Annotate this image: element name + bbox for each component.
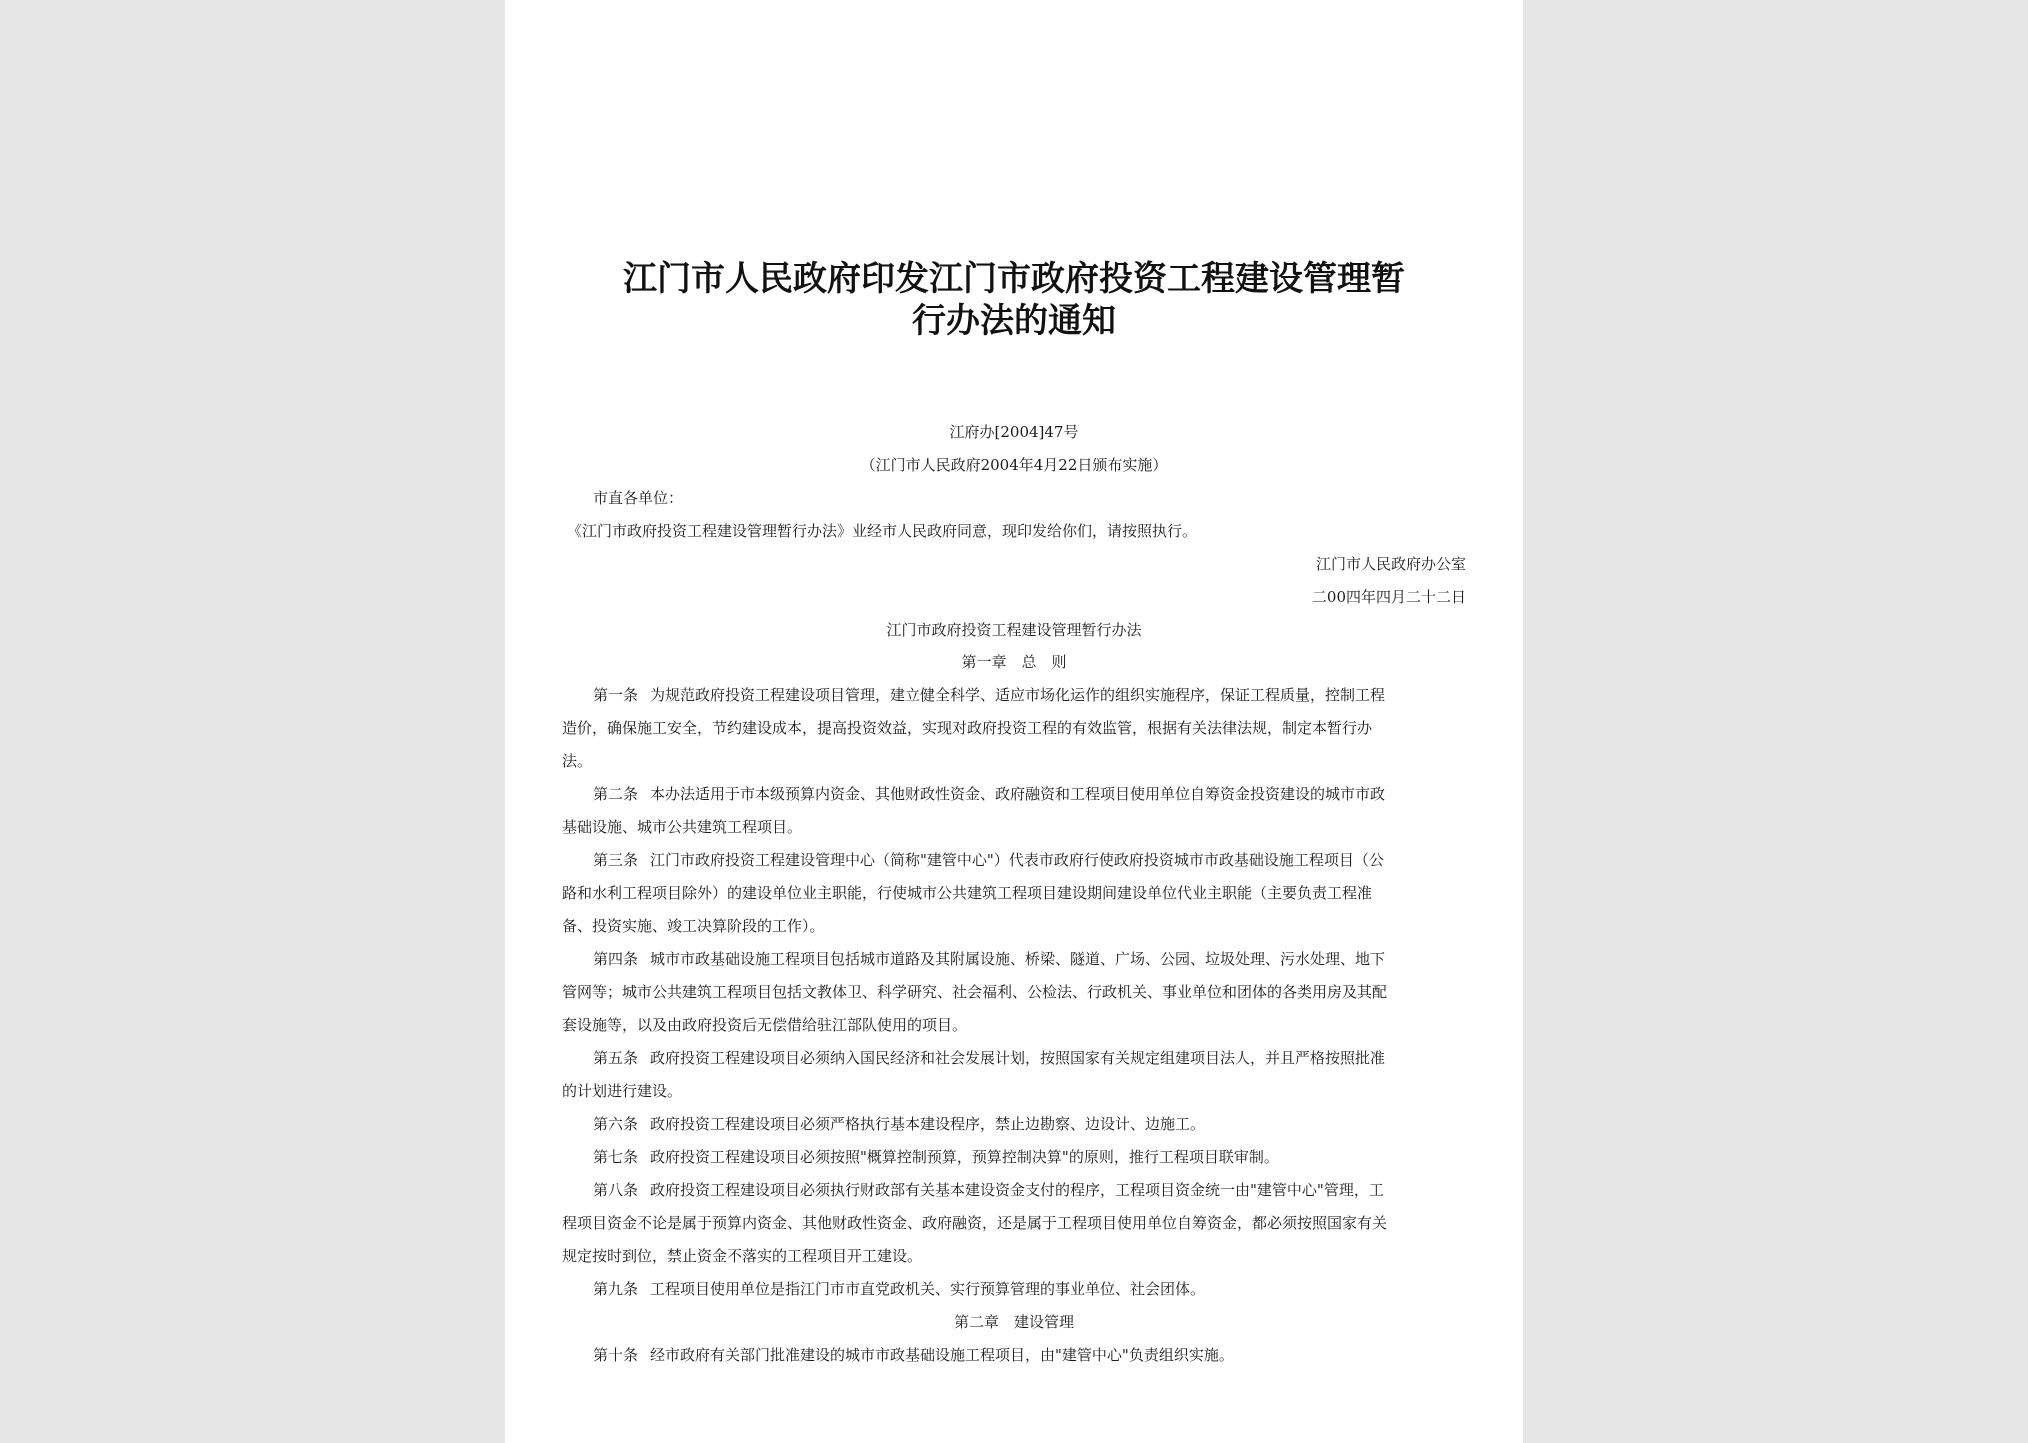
article-6-line-1 xyxy=(593,1114,1466,1134)
article-2-line-2: 基础设施、城市公共建筑工程项目。 xyxy=(562,818,803,836)
article-text: 工程项目使用单位是指江门市市直党政机关、实行预算管理的事业单位、社会团体。 xyxy=(650,1280,1206,1298)
article-9-line-1 xyxy=(593,1279,1466,1299)
article-4-line-1 xyxy=(593,949,1466,969)
chapter-heading-1: 第一章 总 则 xyxy=(961,653,1067,671)
article-3-line-2: 路和水利工程项目除外）的建设单位业主职能，行使城市公共建筑工程项目建设期间建设单位代业主职能（主要负责工程准 xyxy=(562,884,1373,902)
document-page xyxy=(505,0,1523,1443)
article-text: 城市市政基础设施工程项目包括城市道路及其附属设施、桥梁、隧道、广场、公园、垃圾处理、污水处理、地下 xyxy=(650,950,1386,968)
article-number: 第三条 xyxy=(593,851,639,869)
article-3-line-3: 备、投资实施、竣工决算阶段的工作）。 xyxy=(562,917,825,935)
article-text: 江门市政府投资工程建设管理中心（简称"建管中心"）代表市政府行使政府投资城市市政基础设施工程项目（公 xyxy=(650,851,1384,869)
article-5-line-2: 的计划进行建设。 xyxy=(562,1082,683,1100)
article-text: 政府投资工程建设项目必须纳入国民经济和社会发展计划，按照国家有关规定组建项目法人，并且严格按照批准 xyxy=(650,1049,1386,1067)
article-number: 第四条 xyxy=(593,950,639,968)
article-text: 为规范政府投资工程建设项目管理，建立健全科学、适应市场化运作的组织实施程序，保证工程质量，控制工程 xyxy=(650,686,1386,704)
article-2-line-1 xyxy=(593,784,1466,804)
article-8-line-3: 规定按时到位，禁止资金不落实的工程项目开工建设。 xyxy=(562,1247,923,1265)
signature-org: 江门市人民政府办公室 xyxy=(1315,555,1466,573)
article-8-line-2: 程项目资金不论是属于预算内资金、其他财政性资金、政府融资，还是属于工程项目使用单位自筹资金，都必须按照国家有关 xyxy=(562,1214,1388,1232)
measures-title: 江门市政府投资工程建设管理暂行办法 xyxy=(886,621,1142,639)
article-text: 本办法适用于市本级预算内资金、其他财政性资金、政府融资和工程项目使用单位自筹资金投资建设的城市市政 xyxy=(650,785,1386,803)
article-number: 第六条 xyxy=(593,1115,639,1133)
article-1-line-2: 造价，确保施工安全，节约建设成本，提高投资效益，实现对政府投资工程的有效监管，根据有关法律法规，制定本暂行办 xyxy=(562,719,1373,737)
article-number: 第八条 xyxy=(593,1181,639,1199)
article-text: 政府投资工程建设项目必须执行财政部有关基本建设资金支付的程序，工程项目资金统一由"建管中心"管理，工 xyxy=(650,1181,1384,1199)
article-1-line-3: 法。 xyxy=(562,752,593,770)
chapter-heading-2: 第二章 建设管理 xyxy=(953,1313,1074,1331)
article-number: 第五条 xyxy=(593,1049,639,1067)
article-10-line-1 xyxy=(593,1345,1466,1365)
article-4-line-3: 套设施等，以及由政府投资后无偿借给驻江部队使用的项目。 xyxy=(562,1016,968,1034)
article-4-line-2: 管网等；城市公共建筑工程项目包括文教体卫、科学研究、社会福利、公检法、行政机关、事业单位和团体的各类用房及其配 xyxy=(562,983,1388,1001)
title-line-1: 江门市人民政府印发江门市政府投资工程建设管理暂 xyxy=(623,259,1405,299)
article-number: 第二条 xyxy=(593,785,639,803)
article-3-line-1 xyxy=(593,850,1466,870)
article-number: 第十条 xyxy=(593,1346,639,1364)
addressee: 市直各单位： xyxy=(593,489,684,507)
article-number: 第七条 xyxy=(593,1148,639,1166)
article-8-line-1 xyxy=(593,1180,1466,1200)
article-text: 政府投资工程建设项目必须严格执行基本建设程序，禁止边勘察、边设计、边施工。 xyxy=(650,1115,1206,1133)
title-line-2: 行办法的通知 xyxy=(912,301,1116,341)
document-title xyxy=(505,258,1523,342)
article-number: 第九条 xyxy=(593,1280,639,1298)
notice-body: 《江门市政府投资工程建设管理暂行办法》业经市人民政府同意，现印发给你们，请按照执行。 xyxy=(567,522,1198,540)
article-number: 第一条 xyxy=(593,686,639,704)
article-5-line-1 xyxy=(593,1048,1466,1068)
document-number: 江府办[2004]47号 xyxy=(949,423,1079,441)
signature-date: 二00四年四月二十二日 xyxy=(1311,588,1466,606)
article-text: 经市政府有关部门批准建设的城市市政基础设施工程项目，由"建管中心"负责组织实施。 xyxy=(650,1346,1234,1364)
article-text: 政府投资工程建设项目必须按照"概算控制预算，预算控制决算"的原则，推行工程项目联审制。 xyxy=(650,1148,1279,1166)
article-7-line-1 xyxy=(593,1147,1466,1167)
article-1-line-1 xyxy=(593,685,1466,705)
issue-note: （江门市人民政府2004年4月22日颁布实施） xyxy=(860,456,1168,474)
